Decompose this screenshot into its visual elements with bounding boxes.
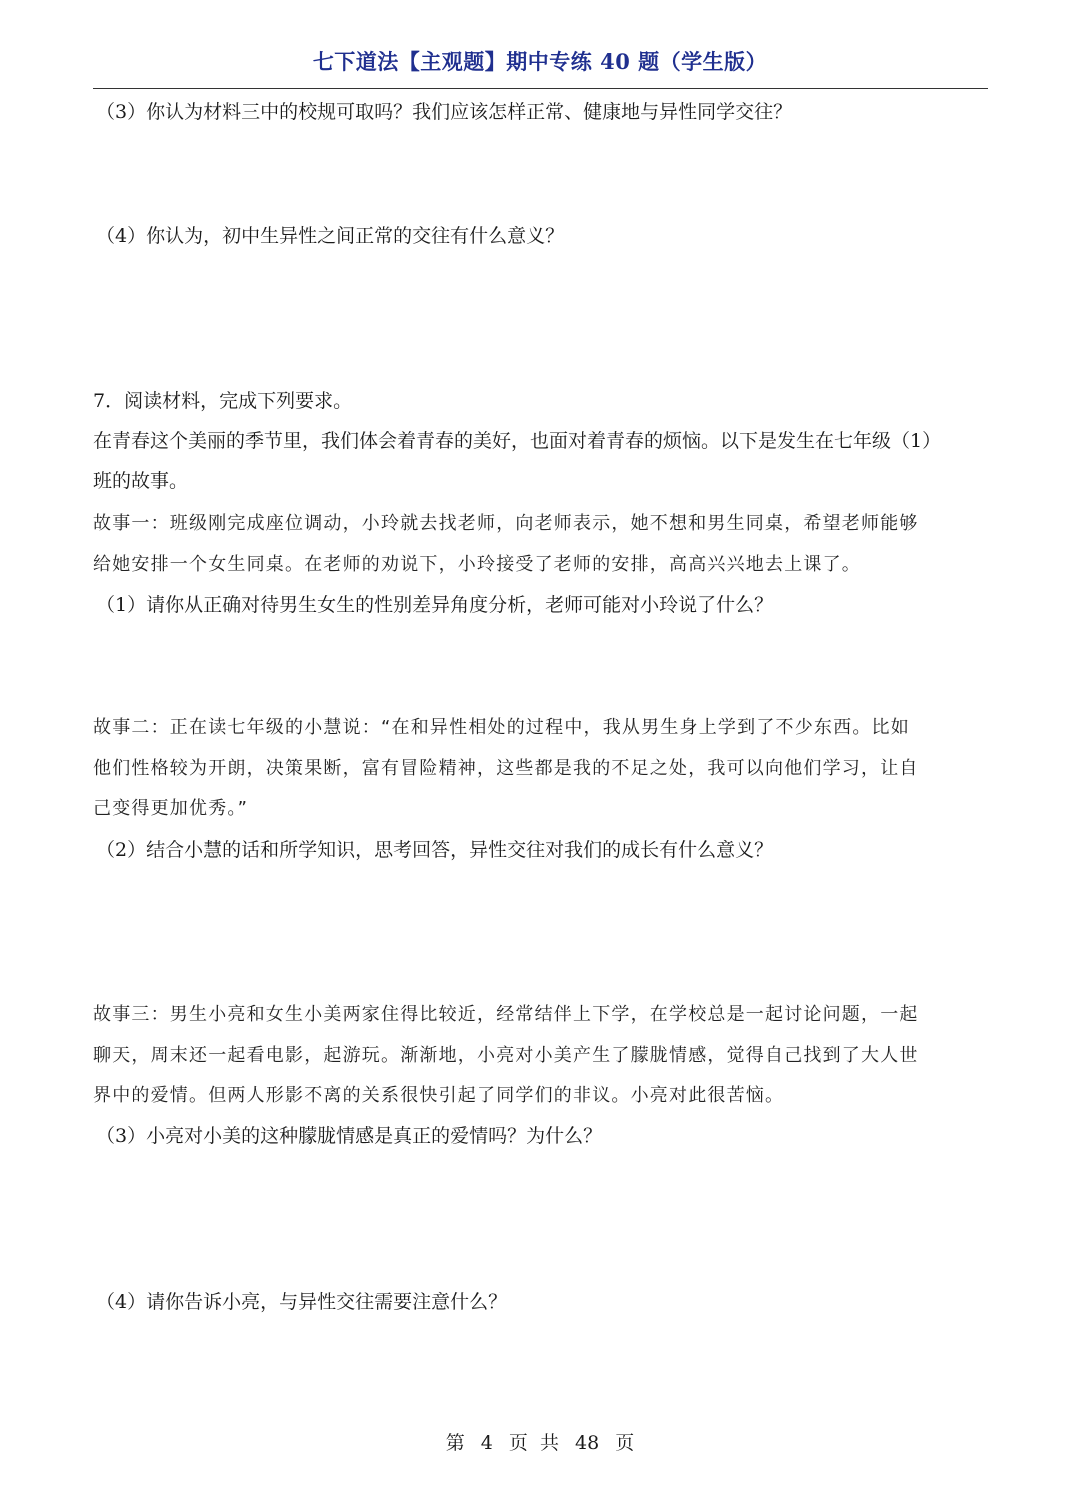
footer-prefix: 第 xyxy=(445,1432,465,1454)
story-1-line-1: 故事一：班级刚完成座位调动，小玲就去找老师，向老师表示，她不想和男生同桌，希望老师能够 xyxy=(93,513,919,534)
story-2-line-1: 故事二：正在读七年级的小慧说：“在和异性相处的过程中，我从男生身上学到了不少东西。比如 xyxy=(93,717,910,738)
page-footer xyxy=(0,1428,1080,1455)
question-6-3: （3）你认为材料三中的校规可取吗？我们应该怎样正常、健康地与异性同学交往？ xyxy=(96,101,793,123)
question-7-1: （1）请你从正确对待男生女生的性别差异角度分析，老师可能对小玲说了什么？ xyxy=(96,594,774,616)
footer-suffix: 页 xyxy=(615,1432,635,1454)
question-6-4: （4）你认为，初中生异性之间正常的交往有什么意义？ xyxy=(96,225,565,247)
header-divider xyxy=(93,88,988,89)
footer-middle: 页 共 xyxy=(508,1432,559,1454)
story-2-line-3: 己变得更加优秀。” xyxy=(93,798,249,819)
story-1-line-2: 给她安排一个女生同桌。在老师的劝说下，小玲接受了老师的安排，高高兴兴地去上课了。 xyxy=(93,554,861,575)
story-3-line-2: 聊天，周末还一起看电影，起游玩。渐渐地，小亮对小美产生了朦胧情感，觉得自己找到了大人世 xyxy=(93,1045,919,1066)
story-2-line-2: 他们性格较为开朗，决策果断，富有冒险精神，这些都是我的不足之处，我可以向他们学习，让自 xyxy=(93,758,919,779)
footer-page-number: 4 xyxy=(480,1432,493,1454)
story-3-line-3: 界中的爱情。但两人形影不离的关系很快引起了同学们的非议。小亮对此很苦恼。 xyxy=(93,1085,785,1106)
page-header-title: 七下道法【主观题】期中专练 40 题（学生版） xyxy=(312,49,768,74)
intro-line-2: 班的故事。 xyxy=(93,470,189,492)
question-7-3: （3）小亮对小美的这种朦胧情感是真正的爱情吗？为什么？ xyxy=(96,1125,603,1147)
question-7-4: （4）请你告诉小亮，与异性交往需要注意什么？ xyxy=(96,1291,508,1313)
question-7-2: （2）结合小慧的话和所学知识，思考回答，异性交往对我们的成长有什么意义？ xyxy=(96,839,774,861)
story-3-line-1: 故事三：男生小亮和女生小美两家住得比较近，经常结伴上下学，在学校总是一起讨论问题，一起 xyxy=(93,1004,919,1025)
intro-line-1: 在青春这个美丽的季节里，我们体会着青春的美好，也面对着青春的烦恼。以下是发生在七年级（1） xyxy=(93,430,942,452)
question-7-title: 7．阅读材料，完成下列要求。 xyxy=(93,390,353,412)
footer-total-pages: 48 xyxy=(575,1432,600,1454)
